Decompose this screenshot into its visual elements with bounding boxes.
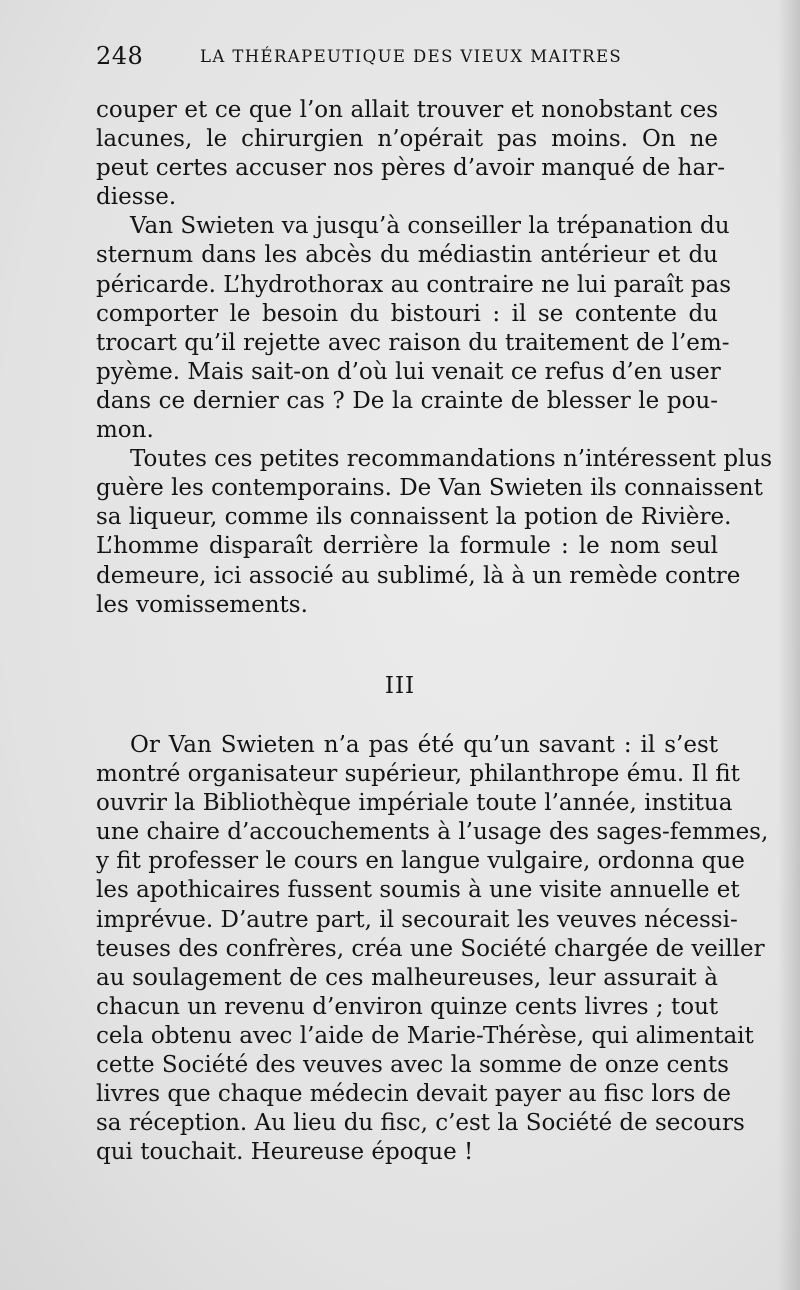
text-line: comporter le besoin du bistouri : il se contente du <box>96 300 718 327</box>
text-line: sa réception. Au lieu du fisc, c’est la Société de secours <box>96 1110 745 1137</box>
text-line: montré organisateur supérieur, philanthrope ému. Il fit <box>96 761 740 788</box>
text-line: chacun un revenu d’environ quinze cents livres ; tout <box>96 993 719 1020</box>
text-line: teuses des confrères, créa une Société chargée de veiller <box>96 935 765 962</box>
text-line: y fit professer le cours en langue vulgaire, ordonna que <box>96 848 745 875</box>
text-line: imprévue. D’autre part, il secourait les veuves nécessi- <box>96 906 738 933</box>
section-heading: III <box>384 673 416 699</box>
text-line: diesse. <box>96 184 177 211</box>
text-line: trocart qu’il rejette avec raison du traitement de l’em- <box>96 329 730 356</box>
text-line: les apothicaires fussent soumis à une visite annuelle et <box>96 877 740 904</box>
text-line: livres que chaque médecin devait payer au fisc lors de <box>96 1081 731 1108</box>
text-line: mon. <box>96 417 154 444</box>
text-line: sternum dans les abcès du médiastin antérieur et du <box>96 242 718 269</box>
text-line: cette Société des veuves avec la somme de onze cents <box>96 1052 729 1079</box>
text-line: couper et ce que l’on allait trouver et nonobstant ces <box>96 97 718 123</box>
page-number: 248 <box>96 42 144 70</box>
text-line: une chaire d’accouchements à l’usage des sages-femmes, <box>96 819 769 846</box>
text-line: péricarde. L’hydrothorax au contraire ne lui paraît pas <box>96 271 732 298</box>
text-line: sa liqueur, comme ils connaissent la potion de Rivière. <box>96 504 732 531</box>
text-line: demeure, ici associé au sublimé, là à un remède contre <box>96 562 741 589</box>
text-line: dans ce dernier cas ? De la crainte de blesser le pou- <box>96 387 718 414</box>
text-line: Toutes ces petites recommandations n’intéressent plus <box>130 446 773 473</box>
text-line: peut certes accuser nos pères d’avoir manqué de har- <box>96 155 725 182</box>
text-line: cela obtenu avec l’aide de Marie-Thérèse, qui alimentait <box>96 1022 754 1049</box>
text-block-top <box>96 96 773 620</box>
text-line: au soulagement de ces malheureuses, leur assurait à <box>96 964 718 991</box>
text-line: guère les contemporains. De Van Swieten ils connaissent <box>96 475 763 502</box>
text-line: L’homme disparaît derrière la formule : le nom seul <box>96 533 718 560</box>
text-line: Or Van Swieten n’a pas été qu’un savant : il s’est <box>130 732 718 758</box>
text-line: ouvrir la Bibliothèque impériale toute l’année, institua <box>96 790 733 817</box>
text-line: lacunes, le chirurgien n’opérait pas moins. On ne <box>96 126 718 153</box>
text-line: les vomissements. <box>96 591 308 618</box>
text-line: qui touchait. Heureuse époque ! <box>96 1139 474 1166</box>
text-line: pyème. Mais sait-on d’où lui venait ce refus d’en user <box>96 358 721 385</box>
text-line: Van Swieten va jusqu’à conseiller la trépanation du <box>130 213 730 240</box>
text-block-bottom <box>96 731 769 1167</box>
page-header <box>96 40 726 76</box>
page-edge-shadow <box>778 0 800 1290</box>
running-title: LA THÉRAPEUTIQUE DES VIEUX MAITRES <box>200 47 623 66</box>
